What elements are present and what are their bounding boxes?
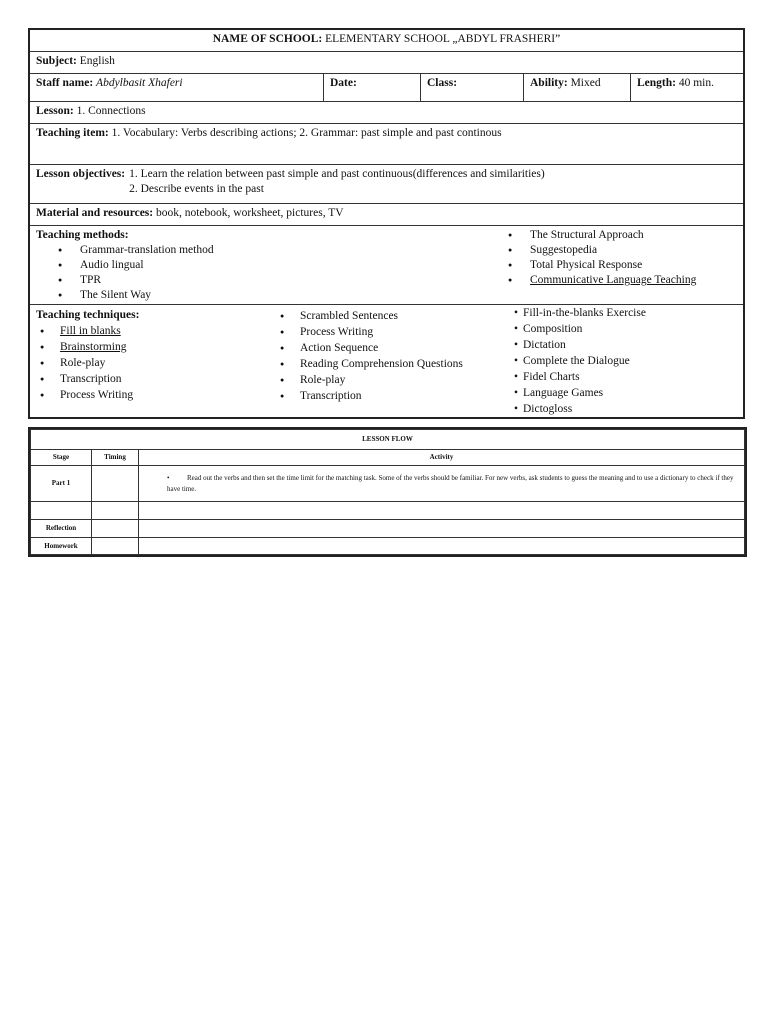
list-item: ● Process Writing [276, 324, 502, 340]
list-item: • Language Games [514, 385, 737, 401]
list-item: • Dictogloss [514, 401, 737, 417]
materials-row [30, 203, 743, 225]
list-item: ● Reading Comprehension Questions [276, 356, 502, 372]
teaching-item-value: 1. Vocabulary: Verbs describing actions; 2. Grammar: past simple and past continous [111, 127, 502, 139]
class-label: Class: [427, 77, 458, 89]
list-item: ● The Structural Approach [486, 228, 737, 243]
list-item: ● Total Physical Response [486, 258, 737, 273]
list-item: ● Audio lingual [36, 258, 474, 273]
stage-header: Stage [31, 450, 92, 466]
length-label: Length: [637, 77, 676, 89]
list-item: ● TPR [36, 273, 474, 288]
list-item: ● Communicative Language Teaching [486, 273, 737, 288]
lesson-flow-table [28, 427, 747, 557]
methods-label: Teaching methods: [36, 229, 129, 241]
methods-row [30, 225, 743, 304]
list-item: ● Process Writing [36, 387, 264, 403]
objective-2: 2. Describe events in the past [129, 183, 264, 195]
teaching-item-row [30, 123, 743, 164]
list-item: ● Transcription [36, 371, 264, 387]
lesson-plan-table [28, 28, 745, 419]
lesson-label: Lesson: [36, 105, 74, 117]
techniques-list-1 [36, 323, 264, 403]
list-item: • Fidel Charts [514, 369, 737, 385]
materials-label: Material and resources: [36, 207, 154, 219]
lesson-value: 1. Connections [76, 105, 146, 117]
staff-row [30, 73, 743, 101]
techniques-row [30, 304, 743, 417]
ability-label: Ability: [530, 77, 568, 89]
list-item: ● Role-play [276, 372, 502, 388]
techniques-list-2 [276, 307, 502, 404]
subject-row [30, 51, 743, 73]
list-item: ● Grammar-translation method [36, 243, 474, 258]
list-item: ● Brainstorming [36, 339, 264, 355]
teaching-item-label: Teaching item: [36, 127, 109, 139]
activity-header: Activity [139, 450, 745, 466]
list-item: ● Action Sequence [276, 340, 502, 356]
list-item: • Dictation [514, 337, 737, 353]
list-item: ● Fill in blanks [36, 323, 264, 339]
table-row [31, 466, 745, 502]
lesson-row [30, 101, 743, 123]
part1-activity: Read out the verbs and then set the time limit for the matching task. Some of the verbs should be familiar. For new verbs, ask students to guess the meaning and to use a dictionary to check if they have time. [167, 473, 734, 493]
methods-list-left [36, 243, 474, 303]
school-name: NAME OF SCHOOL: ELEMENTARY SCHOOL „ABDYL FRASHERI” [212, 33, 561, 45]
ability-value: Mixed [570, 77, 601, 89]
subject-value: English [79, 55, 115, 67]
staff-label: Staff name: [36, 77, 94, 89]
school-row [30, 30, 743, 51]
table-row [31, 450, 745, 466]
activity-bullet: • [167, 473, 170, 482]
table-row [31, 538, 745, 555]
table-row [31, 502, 745, 520]
date-label: Date: [330, 77, 357, 89]
list-item: • Complete the Dialogue [514, 353, 737, 369]
list-item: ● Scrambled Sentences [276, 308, 502, 324]
list-item: ● Role-play [36, 355, 264, 371]
table-row [31, 430, 745, 450]
reflection-stage: Reflection [31, 520, 92, 538]
list-item: • Fill-in-the-blanks Exercise [514, 305, 737, 321]
techniques-label: Teaching techniques: [36, 309, 140, 321]
list-item: • Composition [514, 321, 737, 337]
length-value: 40 min. [678, 77, 714, 89]
lesson-flow-title: LESSON FLOW [31, 430, 745, 450]
staff-value: Abdylbasit Xhaferi [96, 77, 183, 89]
subject-label: Subject: [36, 55, 77, 67]
list-item: ● Transcription [276, 388, 502, 404]
objectives-row [30, 164, 743, 203]
list-item: ● The Silent Way [36, 288, 474, 303]
objectives-label: Lesson objectives: [36, 168, 126, 180]
objective-1: 1. Learn the relation between past simple and past continuous(differences and similarities) [129, 168, 545, 180]
timing-header: Timing [92, 450, 139, 466]
methods-list-right [486, 228, 737, 288]
homework-stage: Homework [31, 538, 92, 555]
table-row [31, 520, 745, 538]
list-item: ● Suggestopedia [486, 243, 737, 258]
techniques-list-3 [514, 305, 737, 417]
materials-value: book, notebook, worksheet, pictures, TV [155, 207, 344, 219]
part1-stage: Part 1 [31, 466, 92, 502]
